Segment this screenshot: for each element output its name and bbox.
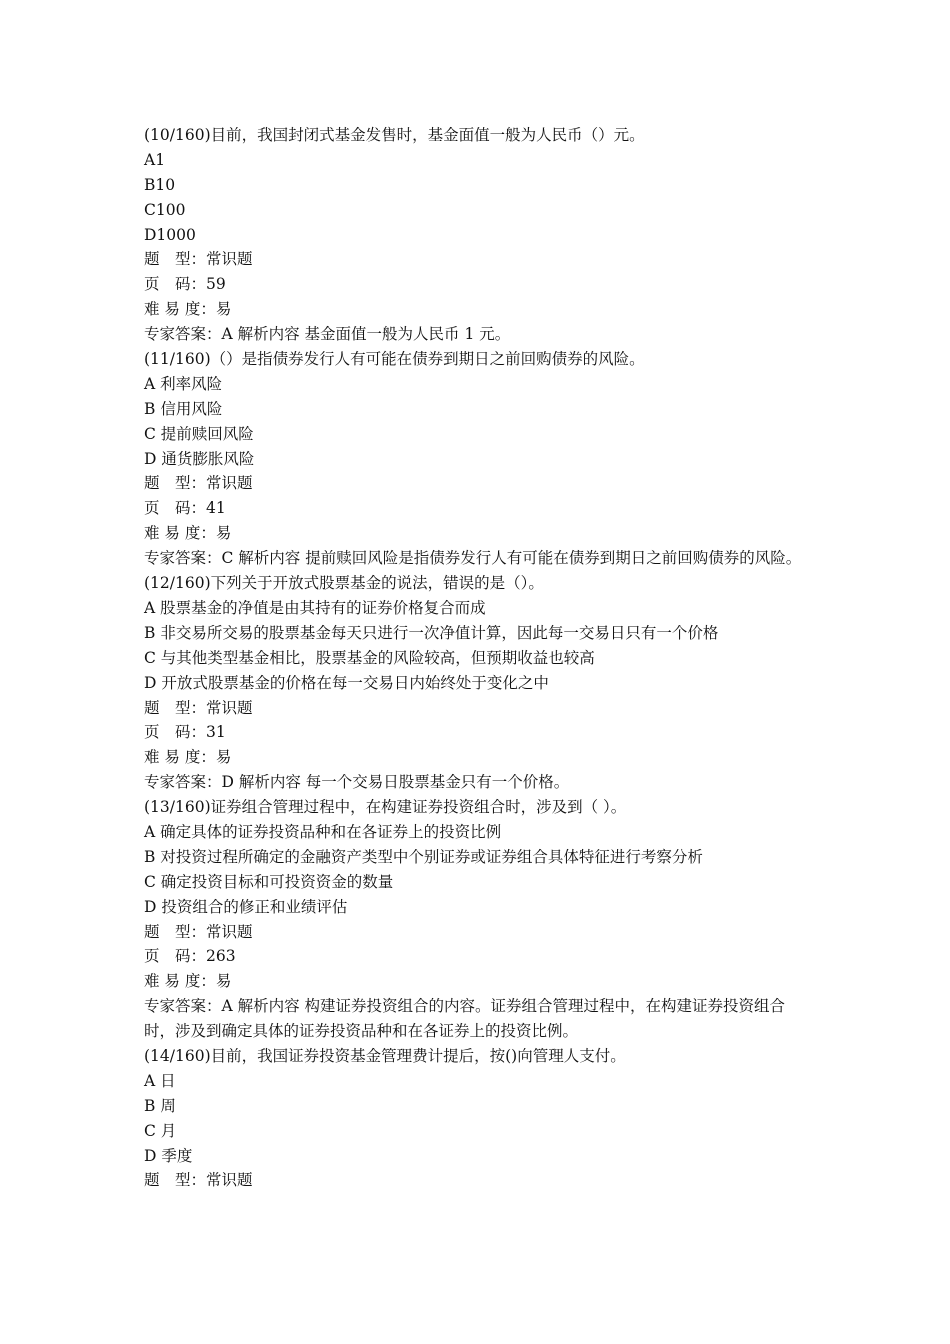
option-a: A 股票基金的净值是由其持有的证券价格复合而成 (144, 598, 486, 617)
option-a: A1 (144, 150, 166, 169)
difficulty: 难 易 度：易 (144, 524, 232, 543)
option-c: C100 (144, 200, 186, 219)
option-b: B 周 (144, 1096, 176, 1115)
difficulty: 难 易 度：易 (144, 748, 232, 767)
page-number: 页 码：263 (144, 947, 236, 966)
option-b: B10 (144, 175, 176, 194)
question-stem: (10/160)目前，我国封闭式基金发售时，基金面值一般为人民币（）元。 (144, 126, 645, 144)
option-b: B 对投资过程所确定的金融资产类型中个别证券或证券组合具体特征进行考察分析 (144, 847, 703, 866)
option-d: D 通货膨胀风险 (144, 449, 255, 468)
question-type: 题 型：常识题 (144, 922, 253, 941)
question-block (144, 123, 814, 347)
question-block (144, 347, 814, 571)
question-block (144, 571, 814, 795)
page-number: 页 码：59 (144, 275, 226, 294)
option-a: A 利率风险 (144, 374, 223, 393)
option-d: D 开放式股票基金的价格在每一交易日内始终处于变化之中 (144, 673, 549, 692)
difficulty: 难 易 度：易 (144, 300, 232, 319)
option-c: C 月 (144, 1121, 177, 1140)
expert-answer: 专家答案：D 解析内容 每一个交易日股票基金只有一个价格。 (144, 773, 570, 792)
question-block (144, 795, 814, 1044)
difficulty: 难 易 度：易 (144, 972, 232, 991)
question-block (144, 1044, 814, 1193)
option-b: B 信用风险 (144, 399, 223, 418)
option-b: B 非交易所交易的股票基金每天只进行一次净值计算，因此每一交易日只有一个价格 (144, 623, 719, 642)
question-type: 题 型：常识题 (144, 698, 253, 717)
document-page (144, 123, 814, 1193)
question-stem: (12/160)下列关于开放式股票基金的说法，错误的是（）。 (144, 574, 544, 593)
option-c: C 提前赎回风险 (144, 424, 254, 443)
question-stem: (13/160)证券组合管理过程中，在构建证券投资组合时，涉及到（ ）。 (144, 798, 627, 817)
option-c: C 与其他类型基金相比，股票基金的风险较高，但预期收益也较高 (144, 648, 595, 667)
option-a: A 日 (144, 1071, 176, 1090)
page-number: 页 码：41 (144, 499, 226, 518)
option-d: D 季度 (144, 1146, 193, 1165)
expert-answer: 专家答案：A 解析内容 构建证券投资组合的内容。证券组合管理过程中，在构建证券投资组合时，涉及到确定具体的证券投资品种和在各证券上的投资比例。 (144, 997, 786, 1041)
option-d: D1000 (144, 225, 196, 244)
question-stem: (14/160)目前，我国证券投资基金管理费计提后，按()向管理人支付。 (144, 1047, 626, 1066)
page-number: 页 码：31 (144, 723, 226, 742)
expert-answer: 专家答案：A 解析内容 基金面值一般为人民币 1 元。 (144, 325, 511, 344)
question-type: 题 型：常识题 (144, 250, 253, 269)
expert-answer: 专家答案：C 解析内容 提前赎回风险是指债券发行人有可能在债券到期日之前回购债券的风险。 (144, 549, 802, 568)
question-stem: (11/160)（）是指债券发行人有可能在债券到期日之前回购债券的风险。 (144, 350, 645, 369)
option-d: D 投资组合的修正和业绩评估 (144, 897, 348, 916)
option-c: C 确定投资目标和可投资资金的数量 (144, 872, 394, 891)
option-a: A 确定具体的证券投资品种和在各证券上的投资比例 (144, 822, 502, 841)
question-type: 题 型：常识题 (144, 1171, 253, 1190)
question-type: 题 型：常识题 (144, 474, 253, 493)
